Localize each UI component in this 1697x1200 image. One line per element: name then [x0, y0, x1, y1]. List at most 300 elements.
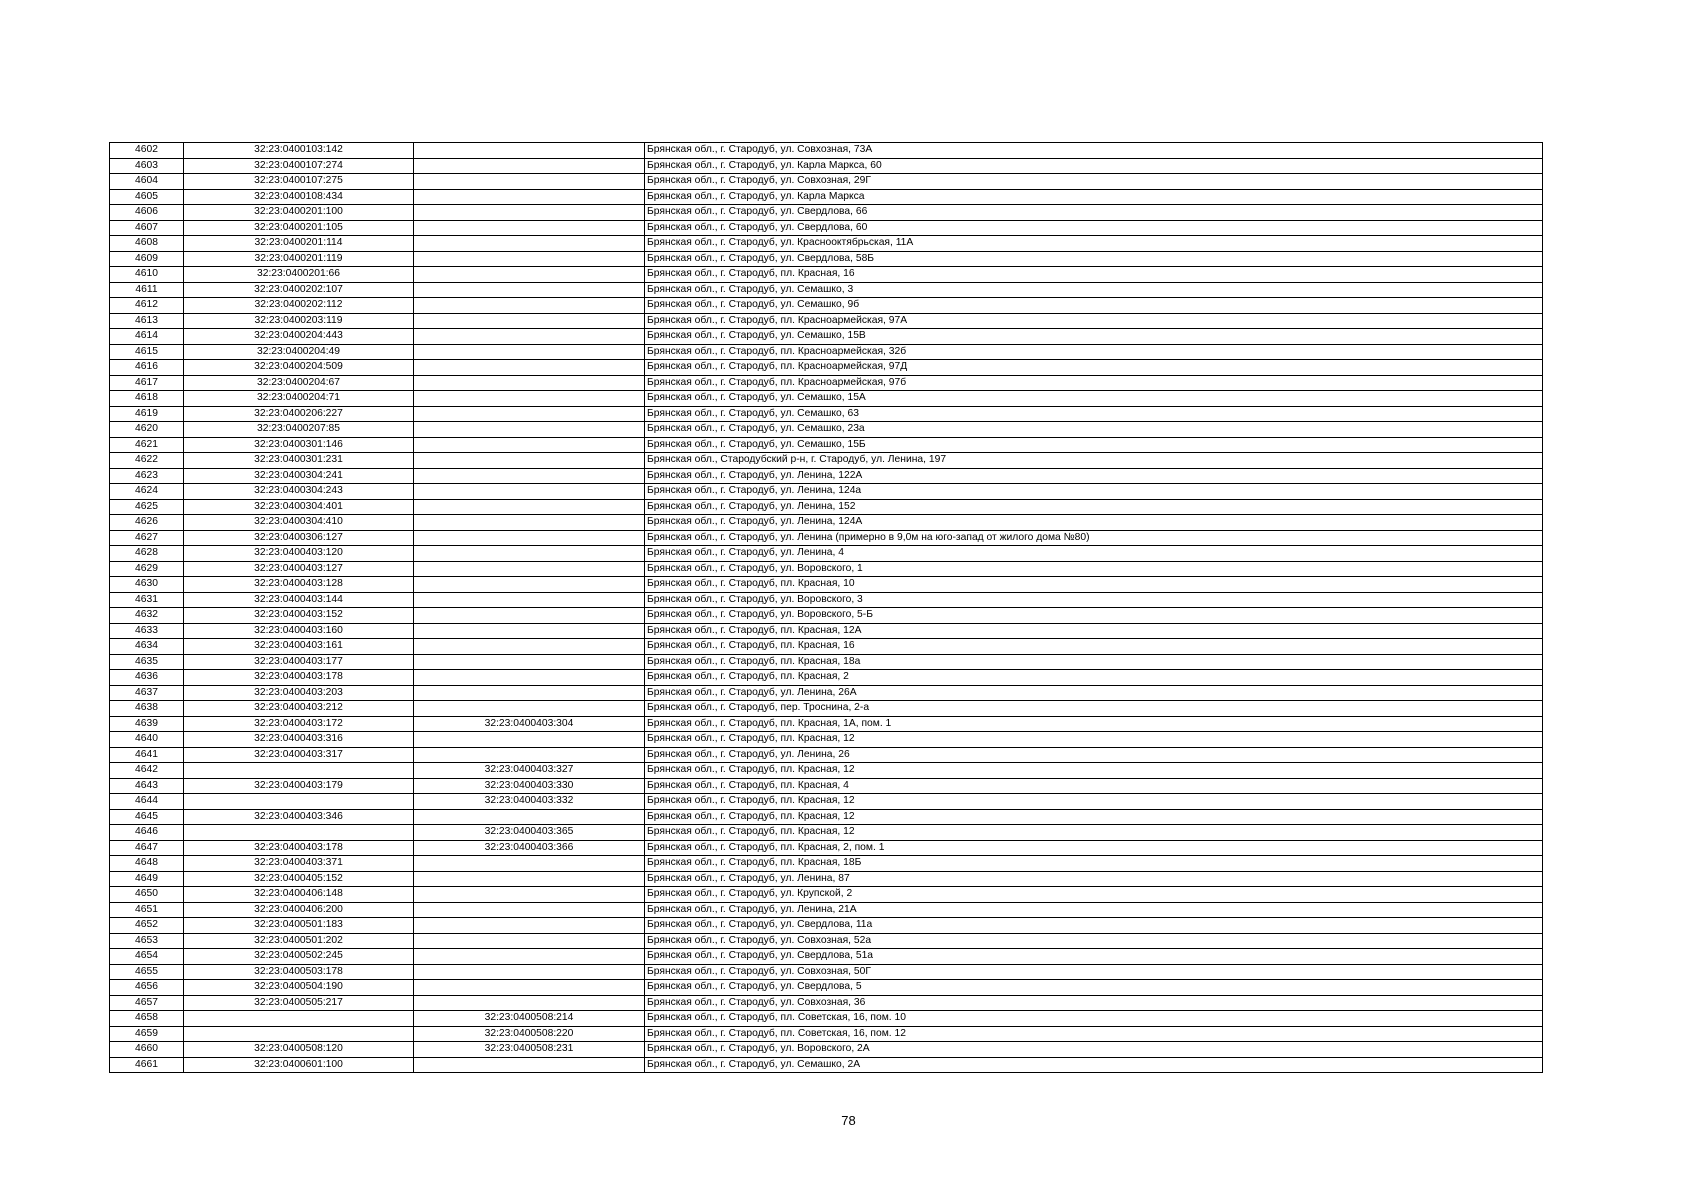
row-number-cell: 4625: [110, 499, 184, 515]
table-row: [110, 143, 1543, 159]
address-cell: Брянская обл., г. Стародуб, ул. Совхозная, 52а: [645, 933, 1543, 949]
row-number-cell: 4638: [110, 701, 184, 717]
cadastral-number-cell: 32:23:0400107:275: [184, 174, 414, 190]
table-row: [110, 468, 1543, 484]
table-row: [110, 515, 1543, 531]
cadastral-number-cell: 32:23:0400107:274: [184, 158, 414, 174]
sub-cadastral-number-cell: 32:23:0400508:220: [414, 1026, 645, 1042]
sub-cadastral-number-cell: [414, 949, 645, 965]
table-row: [110, 313, 1543, 329]
row-number-cell: 4659: [110, 1026, 184, 1042]
table-row: [110, 344, 1543, 360]
address-cell: Брянская обл., г. Стародуб, пл. Красная, 12: [645, 809, 1543, 825]
cadastral-number-cell: 32:23:0400502:245: [184, 949, 414, 965]
sub-cadastral-number-cell: 32:23:0400403:332: [414, 794, 645, 810]
sub-cadastral-number-cell: 32:23:0400403:365: [414, 825, 645, 841]
address-cell: Брянская обл., г. Стародуб, пл. Красная, 12А: [645, 623, 1543, 639]
table-row: [110, 763, 1543, 779]
row-number-cell: 4604: [110, 174, 184, 190]
address-cell: Брянская обл., г. Стародуб, ул. Ленина, 87: [645, 871, 1543, 887]
address-cell: Брянская обл., г. Стародуб, ул. Крупской, 2: [645, 887, 1543, 903]
sub-cadastral-number-cell: [414, 267, 645, 283]
address-cell: Брянская обл., г. Стародуб, ул. Свердлова, 11а: [645, 918, 1543, 934]
address-cell: Брянская обл., г. Стародуб, ул. Краснооктябрьская, 11А: [645, 236, 1543, 252]
registry-sheet: [109, 142, 1542, 1073]
cadastral-number-cell: 32:23:0400403:317: [184, 747, 414, 763]
cadastral-number-cell: 32:23:0400501:202: [184, 933, 414, 949]
address-cell: Брянская обл., г. Стародуб, ул. Семашко, 15В: [645, 329, 1543, 345]
table-row: [110, 298, 1543, 314]
table-row: [110, 437, 1543, 453]
cadastral-number-cell: 32:23:0400201:105: [184, 220, 414, 236]
table-row: [110, 391, 1543, 407]
address-cell: Брянская обл., г. Стародуб, пер. Троснина, 2-а: [645, 701, 1543, 717]
table-row: [110, 375, 1543, 391]
table-row: [110, 499, 1543, 515]
cadastral-number-cell: 32:23:0400403:212: [184, 701, 414, 717]
table-row: [110, 685, 1543, 701]
sub-cadastral-number-cell: [414, 980, 645, 996]
sub-cadastral-number-cell: [414, 701, 645, 717]
sub-cadastral-number-cell: [414, 158, 645, 174]
sub-cadastral-number-cell: [414, 933, 645, 949]
row-number-cell: 4605: [110, 189, 184, 205]
address-cell: Брянская обл., г. Стародуб, ул. Воровского, 2А: [645, 1042, 1543, 1058]
cadastral-number-cell: 32:23:0400206:227: [184, 406, 414, 422]
sub-cadastral-number-cell: [414, 313, 645, 329]
table-row: [110, 856, 1543, 872]
row-number-cell: 4631: [110, 592, 184, 608]
row-number-cell: 4635: [110, 654, 184, 670]
row-number-cell: 4655: [110, 964, 184, 980]
cadastral-number-cell: 32:23:0400403:144: [184, 592, 414, 608]
cadastral-number-cell: 32:23:0400403:177: [184, 654, 414, 670]
sub-cadastral-number-cell: [414, 887, 645, 903]
cadastral-number-cell: 32:23:0400403:161: [184, 639, 414, 655]
row-number-cell: 4633: [110, 623, 184, 639]
cadastral-number-cell: 32:23:0400403:172: [184, 716, 414, 732]
sub-cadastral-number-cell: [414, 375, 645, 391]
sub-cadastral-number-cell: [414, 809, 645, 825]
cadastral-number-cell: 32:23:0400201:66: [184, 267, 414, 283]
address-cell: Брянская обл., г. Стародуб, пл. Красноармейская, 97б: [645, 375, 1543, 391]
row-number-cell: 4622: [110, 453, 184, 469]
row-number-cell: 4612: [110, 298, 184, 314]
address-cell: Брянская обл., г. Стародуб, пл. Красная, 12: [645, 794, 1543, 810]
address-cell: Брянская обл., г. Стародуб, ул. Ленина (примерно в 9,0м на юго-запад от жилого дома №80): [645, 530, 1543, 546]
sub-cadastral-number-cell: [414, 995, 645, 1011]
cadastral-number-cell: 32:23:0400504:190: [184, 980, 414, 996]
row-number-cell: 4643: [110, 778, 184, 794]
table-row: [110, 406, 1543, 422]
address-cell: Брянская обл., г. Стародуб, пл. Красная, 12: [645, 825, 1543, 841]
cadastral-number-cell: [184, 1026, 414, 1042]
row-number-cell: 4630: [110, 577, 184, 593]
cadastral-number-cell: 32:23:0400403:152: [184, 608, 414, 624]
cadastral-number-cell: 32:23:0400204:509: [184, 360, 414, 376]
address-cell: Брянская обл., г. Стародуб, пл. Красная, 16: [645, 639, 1543, 655]
cadastral-number-cell: 32:23:0400403:128: [184, 577, 414, 593]
table-row: [110, 949, 1543, 965]
address-cell: Брянская обл., г. Стародуб, ул. Ленина, 4: [645, 546, 1543, 562]
sub-cadastral-number-cell: 32:23:0400403:304: [414, 716, 645, 732]
sub-cadastral-number-cell: [414, 174, 645, 190]
cadastral-number-cell: 32:23:0400301:146: [184, 437, 414, 453]
row-number-cell: 4610: [110, 267, 184, 283]
address-cell: Брянская обл., г. Стародуб, пл. Красная, 16: [645, 267, 1543, 283]
sub-cadastral-number-cell: [414, 453, 645, 469]
address-cell: Брянская обл., г. Стародуб, пл. Красная, 12: [645, 763, 1543, 779]
cadastral-number-cell: 32:23:0400304:241: [184, 468, 414, 484]
address-cell: Брянская обл., г. Стародуб, пл. Красноармейская, 32б: [645, 344, 1543, 360]
address-cell: Брянская обл., г. Стародуб, ул. Свердлова, 51а: [645, 949, 1543, 965]
table-row: [110, 1042, 1543, 1058]
table-row: [110, 825, 1543, 841]
address-cell: Брянская обл., г. Стародуб, пл. Красная, 10: [645, 577, 1543, 593]
address-cell: Брянская обл., Стародубский р-н, г. Стародуб, ул. Ленина, 197: [645, 453, 1543, 469]
address-cell: Брянская обл., г. Стародуб, пл. Красноармейская, 97А: [645, 313, 1543, 329]
row-number-cell: 4641: [110, 747, 184, 763]
cadastral-number-cell: 32:23:0400508:120: [184, 1042, 414, 1058]
sub-cadastral-number-cell: [414, 251, 645, 267]
address-cell: Брянская обл., г. Стародуб, ул. Ленина, 122А: [645, 468, 1543, 484]
row-number-cell: 4619: [110, 406, 184, 422]
address-cell: Брянская обл., г. Стародуб, ул. Ленина, 152: [645, 499, 1543, 515]
address-cell: Брянская обл., г. Стародуб, пл. Красная, 18а: [645, 654, 1543, 670]
sub-cadastral-number-cell: 32:23:0400403:327: [414, 763, 645, 779]
row-number-cell: 4640: [110, 732, 184, 748]
row-number-cell: 4615: [110, 344, 184, 360]
cadastral-number-cell: 32:23:0400108:434: [184, 189, 414, 205]
sub-cadastral-number-cell: [414, 189, 645, 205]
row-number-cell: 4658: [110, 1011, 184, 1027]
address-cell: Брянская обл., г. Стародуб, пл. Красноармейская, 97Д: [645, 360, 1543, 376]
row-number-cell: 4639: [110, 716, 184, 732]
cadastral-number-cell: 32:23:0400601:100: [184, 1057, 414, 1073]
address-cell: Брянская обл., г. Стародуб, ул. Карла Маркса: [645, 189, 1543, 205]
table-row: [110, 887, 1543, 903]
address-cell: Брянская обл., г. Стародуб, ул. Воровского, 5-Б: [645, 608, 1543, 624]
sub-cadastral-number-cell: [414, 205, 645, 221]
sub-cadastral-number-cell: [414, 639, 645, 655]
table-row: [110, 716, 1543, 732]
cadastral-number-cell: 32:23:0400201:119: [184, 251, 414, 267]
sub-cadastral-number-cell: [414, 732, 645, 748]
table-row: [110, 871, 1543, 887]
table-row: [110, 422, 1543, 438]
table-row: [110, 840, 1543, 856]
row-number-cell: 4626: [110, 515, 184, 531]
address-cell: Брянская обл., г. Стародуб, ул. Семашко, 9б: [645, 298, 1543, 314]
sub-cadastral-number-cell: [414, 298, 645, 314]
sub-cadastral-number-cell: [414, 670, 645, 686]
cadastral-number-cell: 32:23:0400204:49: [184, 344, 414, 360]
table-row: [110, 282, 1543, 298]
row-number-cell: 4607: [110, 220, 184, 236]
table-row: [110, 530, 1543, 546]
row-number-cell: 4661: [110, 1057, 184, 1073]
table-row: [110, 995, 1543, 1011]
table-row: [110, 701, 1543, 717]
cadastral-number-cell: 32:23:0400403:371: [184, 856, 414, 872]
cadastral-number-cell: 32:23:0400301:231: [184, 453, 414, 469]
sub-cadastral-number-cell: [414, 437, 645, 453]
row-number-cell: 4654: [110, 949, 184, 965]
sub-cadastral-number-cell: [414, 623, 645, 639]
sub-cadastral-number-cell: [414, 747, 645, 763]
sub-cadastral-number-cell: [414, 422, 645, 438]
row-number-cell: 4603: [110, 158, 184, 174]
sub-cadastral-number-cell: [414, 592, 645, 608]
table-row: [110, 732, 1543, 748]
cadastral-number-cell: 32:23:0400201:100: [184, 205, 414, 221]
table-row: [110, 251, 1543, 267]
table-row: [110, 329, 1543, 345]
address-cell: Брянская обл., г. Стародуб, ул. Семашко, 15Б: [645, 437, 1543, 453]
row-number-cell: 4628: [110, 546, 184, 562]
table-row: [110, 561, 1543, 577]
sub-cadastral-number-cell: [414, 360, 645, 376]
table-row: [110, 933, 1543, 949]
cadastral-number-cell: [184, 825, 414, 841]
sub-cadastral-number-cell: 32:23:0400403:366: [414, 840, 645, 856]
address-cell: Брянская обл., г. Стародуб, пл. Красная, 2: [645, 670, 1543, 686]
row-number-cell: 4650: [110, 887, 184, 903]
row-number-cell: 4648: [110, 856, 184, 872]
sub-cadastral-number-cell: 32:23:0400403:330: [414, 778, 645, 794]
row-number-cell: 4636: [110, 670, 184, 686]
row-number-cell: 4602: [110, 143, 184, 159]
table-row: [110, 778, 1543, 794]
sub-cadastral-number-cell: [414, 608, 645, 624]
cadastral-number-cell: 32:23:0400403:346: [184, 809, 414, 825]
row-number-cell: 4642: [110, 763, 184, 779]
row-number-cell: 4653: [110, 933, 184, 949]
row-number-cell: 4634: [110, 639, 184, 655]
property-registry-table: [109, 142, 1543, 1073]
sub-cadastral-number-cell: [414, 236, 645, 252]
sub-cadastral-number-cell: [414, 964, 645, 980]
cadastral-number-cell: 32:23:0400406:148: [184, 887, 414, 903]
row-number-cell: 4623: [110, 468, 184, 484]
table-row: [110, 267, 1543, 283]
address-cell: Брянская обл., г. Стародуб, ул. Совхозная, 29Г: [645, 174, 1543, 190]
row-number-cell: 4614: [110, 329, 184, 345]
address-cell: Брянская обл., г. Стародуб, пл. Советская, 16, пом. 10: [645, 1011, 1543, 1027]
cadastral-number-cell: [184, 763, 414, 779]
cadastral-number-cell: 32:23:0400403:179: [184, 778, 414, 794]
address-cell: Брянская обл., г. Стародуб, ул. Совхозная, 36: [645, 995, 1543, 1011]
table-row: [110, 902, 1543, 918]
table-row: [110, 158, 1543, 174]
table-row: [110, 484, 1543, 500]
address-cell: Брянская обл., г. Стародуб, пл. Красная, 2, пом. 1: [645, 840, 1543, 856]
address-cell: Брянская обл., г. Стародуб, ул. Ленина, 26А: [645, 685, 1543, 701]
address-cell: Брянская обл., г. Стародуб, ул. Семашко, 2А: [645, 1057, 1543, 1073]
table-row: [110, 639, 1543, 655]
table-row: [110, 670, 1543, 686]
row-number-cell: 4608: [110, 236, 184, 252]
sub-cadastral-number-cell: [414, 918, 645, 934]
row-number-cell: 4657: [110, 995, 184, 1011]
sub-cadastral-number-cell: [414, 391, 645, 407]
address-cell: Брянская обл., г. Стародуб, ул. Воровского, 1: [645, 561, 1543, 577]
table-row: [110, 360, 1543, 376]
address-cell: Брянская обл., г. Стародуб, ул. Семашко, 63: [645, 406, 1543, 422]
address-cell: Брянская обл., г. Стародуб, ул. Ленина, 124А: [645, 515, 1543, 531]
address-cell: Брянская обл., г. Стародуб, ул. Свердлова, 58Б: [645, 251, 1543, 267]
cadastral-number-cell: 32:23:0400405:152: [184, 871, 414, 887]
table-row: [110, 205, 1543, 221]
sub-cadastral-number-cell: [414, 220, 645, 236]
address-cell: Брянская обл., г. Стародуб, пл. Красная, 18Б: [645, 856, 1543, 872]
table-row: [110, 747, 1543, 763]
table-row: [110, 794, 1543, 810]
table-row: [110, 980, 1543, 996]
address-cell: Брянская обл., г. Стародуб, пл. Красная, 12: [645, 732, 1543, 748]
cadastral-number-cell: 32:23:0400304:401: [184, 499, 414, 515]
sub-cadastral-number-cell: [414, 329, 645, 345]
table-row: [110, 654, 1543, 670]
sub-cadastral-number-cell: [414, 499, 645, 515]
cadastral-number-cell: 32:23:0400304:243: [184, 484, 414, 500]
cadastral-number-cell: 32:23:0400501:183: [184, 918, 414, 934]
table-row: [110, 809, 1543, 825]
row-number-cell: 4629: [110, 561, 184, 577]
cadastral-number-cell: 32:23:0400403:160: [184, 623, 414, 639]
cadastral-number-cell: 32:23:0400306:127: [184, 530, 414, 546]
table-row: [110, 220, 1543, 236]
row-number-cell: 4618: [110, 391, 184, 407]
address-cell: Брянская обл., г. Стародуб, ул. Карла Маркса, 60: [645, 158, 1543, 174]
row-number-cell: 4620: [110, 422, 184, 438]
sub-cadastral-number-cell: [414, 577, 645, 593]
cadastral-number-cell: 32:23:0400207:85: [184, 422, 414, 438]
cadastral-number-cell: 32:23:0400203:119: [184, 313, 414, 329]
row-number-cell: 4637: [110, 685, 184, 701]
sub-cadastral-number-cell: [414, 902, 645, 918]
cadastral-number-cell: 32:23:0400202:112: [184, 298, 414, 314]
row-number-cell: 4649: [110, 871, 184, 887]
sub-cadastral-number-cell: [414, 344, 645, 360]
cadastral-number-cell: 32:23:0400503:178: [184, 964, 414, 980]
table-row: [110, 592, 1543, 608]
row-number-cell: 4624: [110, 484, 184, 500]
address-cell: Брянская обл., г. Стародуб, ул. Ленина, 124а: [645, 484, 1543, 500]
address-cell: Брянская обл., г. Стародуб, ул. Семашко, 3: [645, 282, 1543, 298]
cadastral-number-cell: 32:23:0400406:200: [184, 902, 414, 918]
cadastral-number-cell: 32:23:0400505:217: [184, 995, 414, 1011]
address-cell: Брянская обл., г. Стародуб, ул. Ленина, 26: [645, 747, 1543, 763]
row-number-cell: 4651: [110, 902, 184, 918]
cadastral-number-cell: 32:23:0400403:178: [184, 670, 414, 686]
table-row: [110, 1011, 1543, 1027]
address-cell: Брянская обл., г. Стародуб, пл. Красная, 4: [645, 778, 1543, 794]
cadastral-number-cell: 32:23:0400202:107: [184, 282, 414, 298]
cadastral-number-cell: 32:23:0400204:443: [184, 329, 414, 345]
address-cell: Брянская обл., г. Стародуб, ул. Совхозная, 73А: [645, 143, 1543, 159]
row-number-cell: 4627: [110, 530, 184, 546]
row-number-cell: 4646: [110, 825, 184, 841]
sub-cadastral-number-cell: [414, 654, 645, 670]
address-cell: Брянская обл., г. Стародуб, ул. Семашко, 23а: [645, 422, 1543, 438]
sub-cadastral-number-cell: [414, 515, 645, 531]
row-number-cell: 4613: [110, 313, 184, 329]
sub-cadastral-number-cell: [414, 143, 645, 159]
sub-cadastral-number-cell: [414, 468, 645, 484]
sub-cadastral-number-cell: [414, 530, 645, 546]
table-row: [110, 1057, 1543, 1073]
cadastral-number-cell: [184, 794, 414, 810]
address-cell: Брянская обл., г. Стародуб, пл. Советская, 16, пом. 12: [645, 1026, 1543, 1042]
cadastral-number-cell: 32:23:0400403:127: [184, 561, 414, 577]
row-number-cell: 4611: [110, 282, 184, 298]
registry-body: [110, 143, 1543, 1073]
address-cell: Брянская обл., г. Стародуб, ул. Свердлова, 5: [645, 980, 1543, 996]
address-cell: Брянская обл., г. Стародуб, ул. Ленина, 21А: [645, 902, 1543, 918]
table-row: [110, 577, 1543, 593]
row-number-cell: 4652: [110, 918, 184, 934]
row-number-cell: 4616: [110, 360, 184, 376]
table-row: [110, 608, 1543, 624]
sub-cadastral-number-cell: [414, 856, 645, 872]
address-cell: Брянская обл., г. Стародуб, ул. Свердлова, 60: [645, 220, 1543, 236]
address-cell: Брянская обл., г. Стародуб, пл. Красная, 1А, пом. 1: [645, 716, 1543, 732]
cadastral-number-cell: 32:23:0400403:178: [184, 840, 414, 856]
address-cell: Брянская обл., г. Стародуб, ул. Семашко, 15А: [645, 391, 1543, 407]
cadastral-number-cell: 32:23:0400403:203: [184, 685, 414, 701]
address-cell: Брянская обл., г. Стародуб, ул. Воровского, 3: [645, 592, 1543, 608]
address-cell: Брянская обл., г. Стародуб, ул. Свердлова, 66: [645, 205, 1543, 221]
sub-cadastral-number-cell: 32:23:0400508:214: [414, 1011, 645, 1027]
address-cell: Брянская обл., г. Стародуб, ул. Совхозная, 50Г: [645, 964, 1543, 980]
cadastral-number-cell: 32:23:0400304:410: [184, 515, 414, 531]
sub-cadastral-number-cell: [414, 561, 645, 577]
row-number-cell: 4660: [110, 1042, 184, 1058]
page-number: 78: [841, 1113, 856, 1128]
row-number-cell: 4647: [110, 840, 184, 856]
sub-cadastral-number-cell: [414, 871, 645, 887]
table-row: [110, 453, 1543, 469]
row-number-cell: 4609: [110, 251, 184, 267]
table-row: [110, 623, 1543, 639]
table-row: [110, 964, 1543, 980]
table-row: [110, 236, 1543, 252]
table-row: [110, 1026, 1543, 1042]
cadastral-number-cell: 32:23:0400403:120: [184, 546, 414, 562]
sub-cadastral-number-cell: [414, 685, 645, 701]
table-row: [110, 174, 1543, 190]
sub-cadastral-number-cell: [414, 1057, 645, 1073]
row-number-cell: 4656: [110, 980, 184, 996]
row-number-cell: 4606: [110, 205, 184, 221]
cadastral-number-cell: [184, 1011, 414, 1027]
sub-cadastral-number-cell: 32:23:0400508:231: [414, 1042, 645, 1058]
table-row: [110, 918, 1543, 934]
row-number-cell: 4644: [110, 794, 184, 810]
sub-cadastral-number-cell: [414, 484, 645, 500]
cadastral-number-cell: 32:23:0400201:114: [184, 236, 414, 252]
sub-cadastral-number-cell: [414, 406, 645, 422]
cadastral-number-cell: 32:23:0400403:316: [184, 732, 414, 748]
sub-cadastral-number-cell: [414, 546, 645, 562]
sub-cadastral-number-cell: [414, 282, 645, 298]
table-row: [110, 189, 1543, 205]
cadastral-number-cell: 32:23:0400103:142: [184, 143, 414, 159]
cadastral-number-cell: 32:23:0400204:71: [184, 391, 414, 407]
cadastral-number-cell: 32:23:0400204:67: [184, 375, 414, 391]
row-number-cell: 4617: [110, 375, 184, 391]
